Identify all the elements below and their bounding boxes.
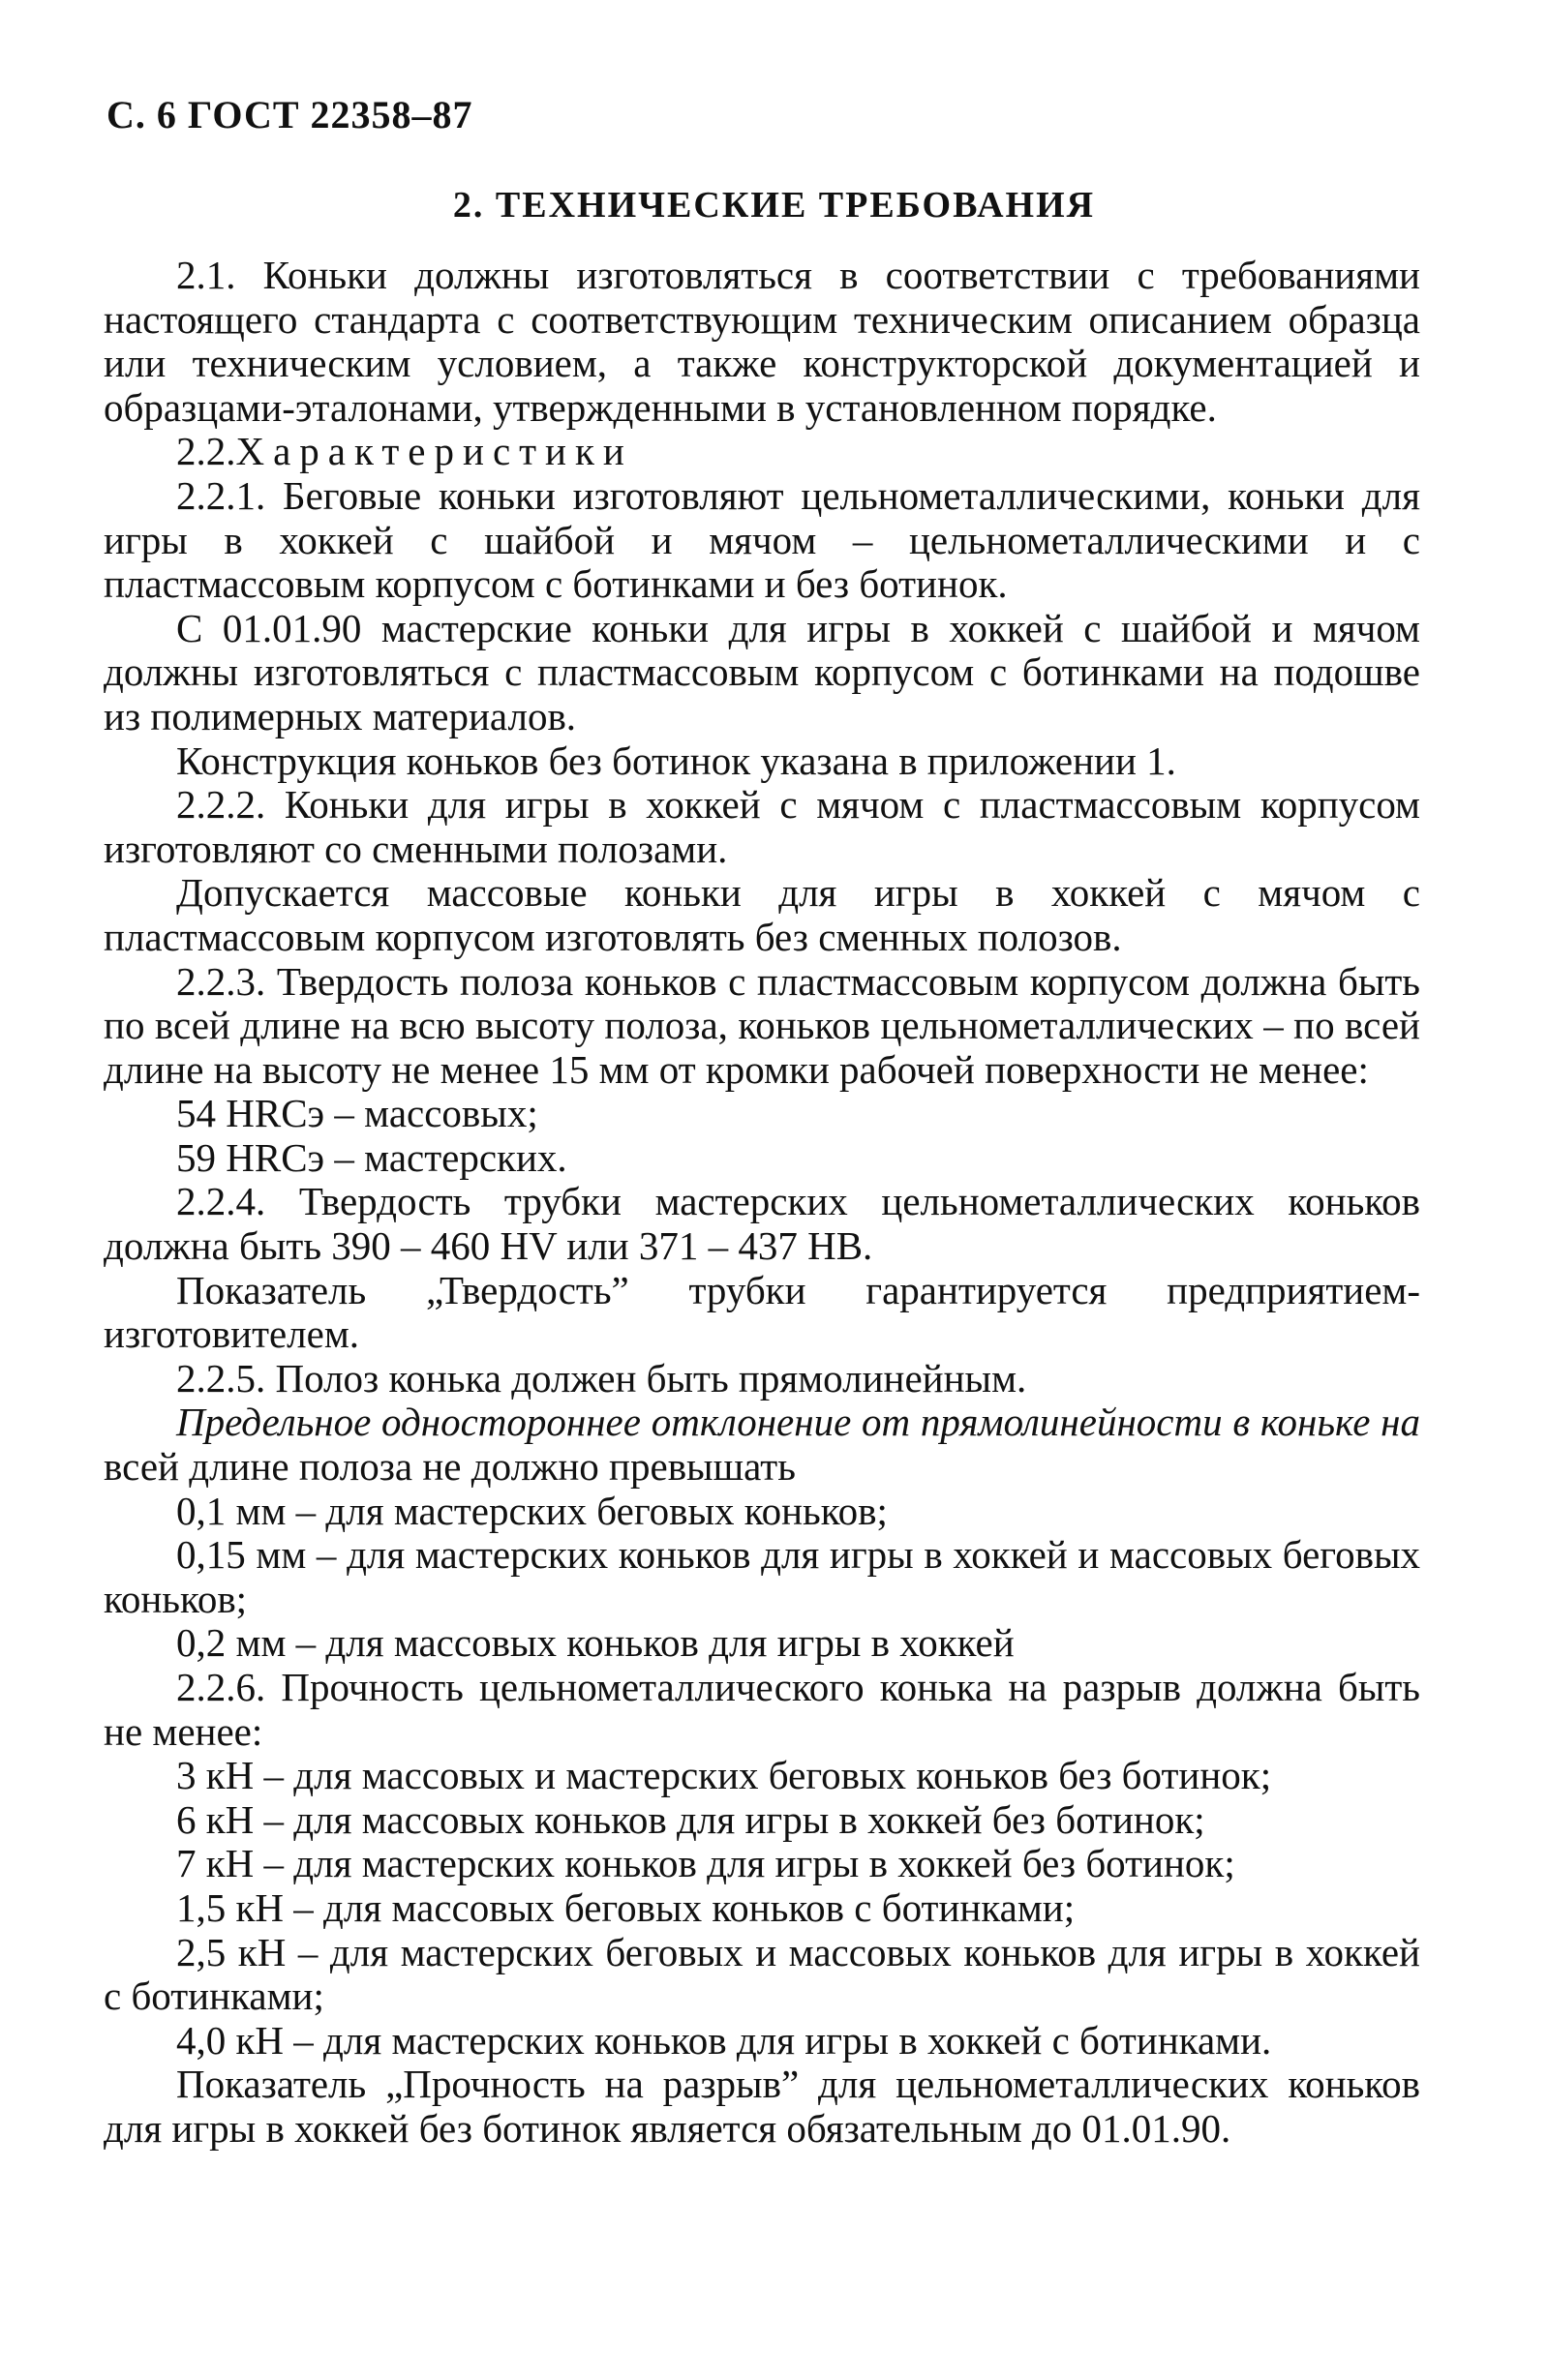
paragraph-2-2-2: 2.2.2. Коньки для игры в хоккей с мячом с пластмассовым корпусом изготовляют со сменными полозами. bbox=[104, 782, 1420, 871]
list-item-hrc-54: 54 HRCэ – массовых; bbox=[176, 1091, 538, 1136]
list-item-kn-6: 6 кН – для массовых коньков для игры в хоккей без ботинок; bbox=[176, 1796, 1205, 1842]
italic-term: Предельное одностороннее отклонение от прямолинейности в коньке на bbox=[176, 1400, 1420, 1445]
paragraph-2-2-heading bbox=[104, 430, 1420, 474]
paragraph-appendix-ref: Конструкция коньков без ботинок указана в приложении 1. bbox=[176, 738, 1176, 783]
paragraph-2-2-4: 2.2.4. Твердость трубки мастерских цельнометаллических коньков должна быть 390 – 460 HV или 371 – 437 HB. bbox=[104, 1179, 1420, 1269]
list-item-kn-3: 3 кН – для массовых и мастерских беговых коньков без ботинок; bbox=[176, 1753, 1272, 1798]
list-item-kn-7: 7 кН – для мастерских коньков для игры в хоккей без ботинок; bbox=[176, 1841, 1235, 1886]
paragraph-2-2-1: 2.2.1. Беговые коньки изготовляют цельнометаллическими, коньки для игры в хоккей с шайбой и мячом – цельнометаллическими и с пластмассовым корпусом с ботинками и без ботинок. bbox=[104, 472, 1420, 607]
paragraph-2-2-3: 2.2.3. Твердость полоза коньков с пластмассовым корпусом должна быть по всей длине на всю высоту полоза, коньков цельнометаллических – по всей длине на высоту не менее 15 мм от кромки рабочей поверхности не менее: bbox=[104, 958, 1420, 1092]
list-item-kn-4-0: 4,0 кН – для мастерских коньков для игры в хоккей с ботинками. bbox=[176, 2017, 1272, 2063]
deviation-text: всей длине полоза не должно превышать bbox=[104, 1444, 796, 1490]
list-item-hrc-59: 59 HRCэ – мастерских. bbox=[176, 1134, 567, 1180]
paragraph-from-01-01-90: С 01.01.90 мастерские коньки для игры в хоккей с шайбой и мячом должны изготовляться с пластмассовым корпусом с ботинками на подошве из полимерных материалов. bbox=[104, 605, 1420, 738]
list-item-kn-2-5: 2,5 кН – для мастерских беговых и массовых коньков для игры в хоккей с ботинками; bbox=[104, 1929, 1420, 2019]
spaced-heading: Характеристики bbox=[235, 429, 633, 474]
paragraph-2-1: 2.1. Коньки должны изготовляться в соответствии с требованиями настоящего стандарта с соответствующим техническим описанием образца или техническим условием, а также конструкторской документацией и образцами-эталонами, утвержденными в установленном порядке. bbox=[104, 253, 1420, 430]
section-title: 2. ТЕХНИЧЕСКИЕ ТРЕБОВАНИЯ bbox=[452, 185, 1096, 226]
paragraph-strength-mandatory: Показатель „Прочность на разрыв” для цельнометаллических коньков для игры в хоккей без ботинок является обязательным до 01.01.90. bbox=[104, 2062, 1420, 2151]
paragraph-hardness-guarantee: Показатель „Твердость” трубки гарантируется предприятием-изготовителем. bbox=[104, 1267, 1420, 1357]
document-body bbox=[104, 254, 1420, 2152]
paragraph-deviation bbox=[104, 1401, 1420, 1489]
list-item-dev-0-1: 0,1 мм – для мастерских беговых коньков; bbox=[176, 1488, 888, 1533]
list-item-dev-0-2: 0,2 мм – для массовых коньков для игры в хоккей bbox=[176, 1620, 1015, 1666]
paragraph-allowed: Допускается массовые коньки для игры в хоккей с мячом с пластмассовым корпусом изготовлять без сменных полозов. bbox=[104, 870, 1420, 959]
page-header: С. 6 ГОСТ 22358–87 bbox=[106, 93, 473, 136]
list-item-kn-1-5: 1,5 кН – для массовых беговых коньков с ботинками; bbox=[176, 1884, 1076, 1930]
paragraph-2-2-5: 2.2.5. Полоз конька должен быть прямолинейным. bbox=[176, 1355, 1027, 1401]
clause-number: 2.2. bbox=[176, 429, 236, 474]
list-item-dev-0-15: 0,15 мм – для мастерских коньков для игры в хоккей и массовых беговых коньков; bbox=[104, 1532, 1420, 1621]
paragraph-2-2-6: 2.2.6. Прочность цельнометаллического конька на разрыв должна быть не менее: bbox=[104, 1665, 1420, 1754]
